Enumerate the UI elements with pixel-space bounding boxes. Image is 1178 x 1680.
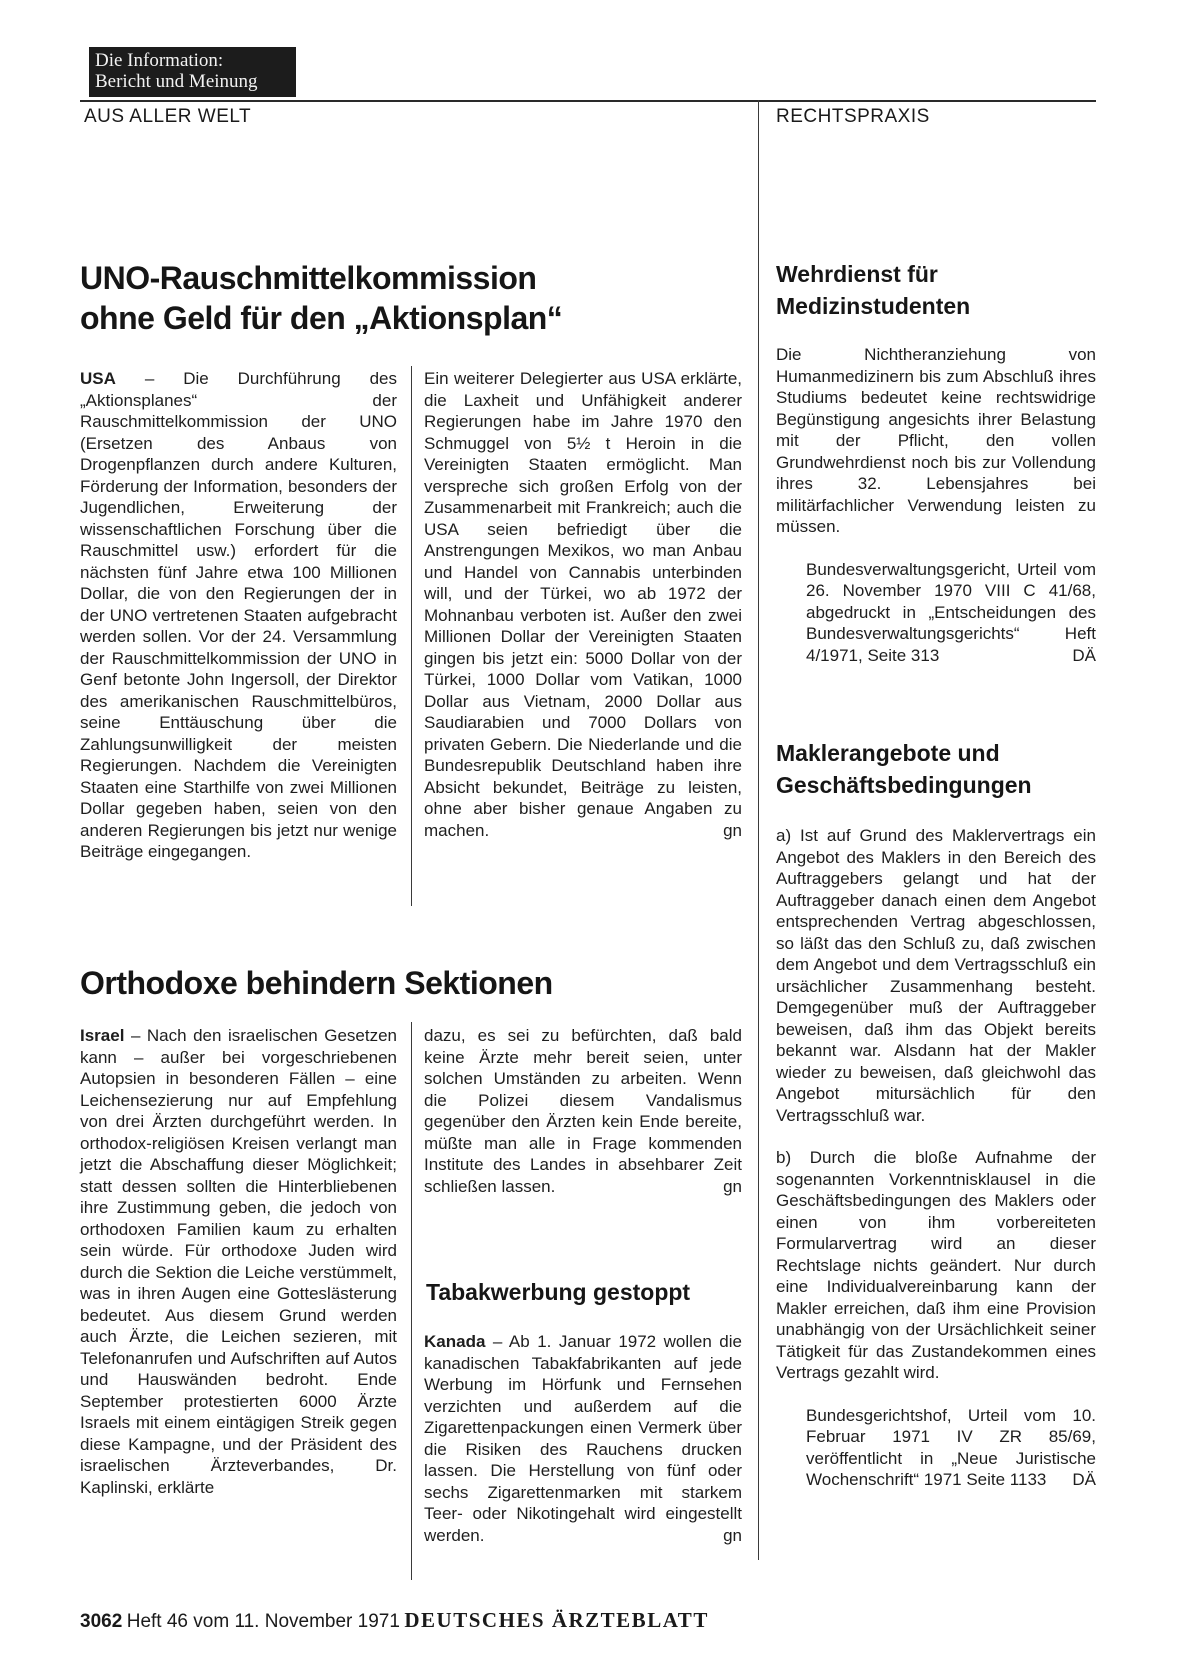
article-uno-col1-text: – Die Durchführung des „Aktionsplanes“ der Rauschmittelkommission der UNO (Ersetzen des Anbaus von Drogenpflanzen durch andere Kulturen, Förderung der Information, besonders der Jugendlichen, Erweiterung der wissenschaftlichen Forschung über die Rauschmittel usw.) erfordert für die nächsten fünf Jahre etwa 100 Millionen Dollar, die von den Regierungen der in der UNO vertretenen Staaten aufgebracht werden sollen. Vor der 24. Versammlung der Rauschmittelkommission der UNO in Genf betonte John Ingersoll, der Direktor des amerikanischen Rauschmittelbüros, seine Enttäuschung über die Zahlungsunwilligkeit der meisten Regierungen. Nachdem die Vereinigten Staaten eine Starthilfe von zwei Millionen Dollar gegeben haben, seien von den anderen Regierungen bis jetzt nur wenige Beiträge eingegangen.: [80, 369, 397, 861]
article-orthodox-column-2: [424, 1025, 742, 1197]
footer-page-number: 3062: [80, 1611, 123, 1632]
article-makler-title-line-2: Geschäftsbedingungen: [776, 772, 1032, 798]
article-makler-headline: [776, 737, 1096, 801]
article-uno-signature: gn: [723, 820, 742, 840]
article-makler-citation: Bundesgerichtshof, Urteil vom 10. Februar 1971 IV ZR 85/69, veröffentlicht in „Neue Juristische Wochenschrift“ 1971 Seite 1133: [806, 1405, 1096, 1489]
top-rule: [80, 100, 1096, 102]
article-wehrdienst-signature: DÄ: [1072, 645, 1096, 665]
article-uno-column-1: [80, 368, 397, 863]
page-footer: [80, 1608, 709, 1633]
section-label-left: AUS ALLER WELT: [84, 106, 252, 127]
article-tabak-signature: gn: [723, 1525, 742, 1545]
section-label-right: RECHTSPRAXIS: [776, 106, 930, 127]
article-orthodox-lead: Israel: [80, 1026, 125, 1045]
article-makler-body: [776, 825, 1096, 1491]
article-orthodox-col1-text: – Nach den israelischen Gesetzen kann – außer bei vorgeschriebenen Autopsien in besonderen Fällen – eine Leichensezierung nur auf Empfehlung von drei Ärzten durchgeführt werden. In orthodox-religiösen Kreisen verlangt man jetzt die Abschaffung dieser Möglichkeit; statt dessen sollten die Hinterbliebenen ihre Zustimmung geben, die jedoch von orthodoxen Familien kaum zu erhalten sein würde. Für orthodoxe Juden wird durch die Sektion die Leiche verstümmelt, was in ihren Augen eine Gotteslästerung bedeutet. Aus diesem Grund werden auch Ärzte, die Leichen sezieren, mit Telefonanrufen und Aufschriften auf Autos und Hauswänden bedroht. Ende September protestierten 6000 Ärzte Israels mit einem eintägigen Streik gegen diese Kampagne, und der Präsident des israelischen Ärzteverbandes, Dr. Kaplinski, erklärte: [80, 1026, 397, 1497]
article-tabak-text: – Ab 1. Januar 1972 wollen die kanadischen Tabakfabrikanten auf jede Werbung im Hörfunk und Fernsehen verzichten und außerdem auf die Zigarettenpackungen einen Vermerk über die Risiken des Rauchens drucken lassen. Die Herstellung von fünf oder sechs Zigarettenmarken mit starkem Teer- oder Nikotingehalt wird eingestellt werden.: [424, 1332, 742, 1545]
article-wehrdienst-title-line-2: Medizinstudenten: [776, 293, 971, 319]
article-orthodox-signature: gn: [723, 1176, 742, 1196]
article-makler-title-line-1: Maklerangebote und: [776, 740, 1000, 766]
article-makler-signature: DÄ: [1072, 1470, 1096, 1489]
badge-line-1: Die Information:: [95, 50, 224, 71]
article-orthodox-column-rule: [411, 1022, 412, 1580]
right-column-divider: [758, 100, 759, 1560]
article-makler-paragraph-b: b) Durch die bloße Aufnahme der sogenannten Vorkenntnisklausel in die Geschäftsbedingungen des Maklers oder einen von ihm vorbereiteten Formularvertrag wird an dieser Rechtslage nichts geändert. Nur durch eine Individualvereinbarung kann der Makler erreichen, daß ihm eine Provision unabhängig von der Ursächlichkeit seiner Tätigkeit für das Zustandekommen eines Vertrags gezahlt wird.: [776, 1148, 1096, 1382]
article-orthodox-column-1: [80, 1025, 397, 1498]
article-wehrdienst-headline: [776, 258, 1096, 322]
article-uno-column-2: [424, 368, 742, 841]
footer-brand: DEUTSCHES ÄRZTEBLATT: [404, 1608, 709, 1632]
article-uno-column-rule: [411, 366, 412, 906]
article-uno-lead: USA: [80, 369, 116, 388]
article-uno-col2-text: Ein weiterer Delegierter aus USA erklärte, die Laxheit und Unfähigkeit anderer Regierungen habe im Jahre 1970 den Schmuggel von 5½ t Heroin in die Vereinigten Staaten ermöglicht. Man verspreche sich großen Erfolg von der Zusammenarbeit mit Frankreich; auch die USA seien befriedigt über die Anstrengungen Mexikos, wo man Anbau und Handel von Cannabis unterbinden will, und der Türkei, wo ab 1972 der Mohnanbau verboten ist. Außer den zwei Millionen Dollar der Vereinigten Staaten gingen bis jetzt ein: 5000 Dollar von der Türkei, 1000 Dollar vom Vatikan, 1000 Dollar aus Vietnam, 2000 Dollar aus Saudiarabien und 7000 Dollars von privaten Gebern. Die Niederlande und die Bundesrepublik Deutschland haben ihre Absicht bekundet, Beiträge zu leisten, ohne aber bisher genaue Angaben zu machen.: [424, 369, 742, 840]
badge-line-2: Bericht und Meinung: [95, 71, 258, 92]
article-wehrdienst-text: Die Nichtheranziehung von Humanmedizinern bis zum Abschluß ihres Studiums bedeutet keine rechtswidrige Begünstigung angesichts ihrer Belastung mit der Pflicht, den vollen Grundwehrdienst noch bis zur Vollendung ihres 32. Lebensjahres bei militärfachlicher Verwendung leisten zu müssen.: [776, 345, 1096, 536]
article-wehrdienst-body: [776, 344, 1096, 666]
article-orthodox-col2-text: dazu, es sei zu befürchten, daß bald keine Ärzte mehr bereit seien, unter solchen Umständen zu arbeiten. Wenn die Polizei diesem Vandalismus gegenüber den Ärzten kein Ende bereite, müßte man alle in Frage kommenden Institute des Landes in absehbarer Zeit schließen lassen.: [424, 1026, 742, 1196]
article-tabak-lead: Kanada: [424, 1332, 486, 1351]
article-orthodox-headline: Orthodoxe behindern Sektionen: [80, 965, 553, 1001]
article-wehrdienst-citation: Bundesverwaltungsgericht, Urteil vom 26. November 1970 VIII C 41/68, abgedruckt in „Entscheidungen des Bundesverwaltungsgerichts“ Heft 4/1971, Seite 313: [806, 559, 1096, 665]
article-uno-headline: [80, 258, 740, 338]
article-tabak-body: [424, 1331, 742, 1546]
article-tabak-headline: Tabakwerbung gestoppt: [426, 1279, 691, 1305]
footer-issue: Heft 46 vom 11. November 1971: [126, 1611, 400, 1632]
header-badge: [89, 47, 296, 97]
article-uno-title-line-2: ohne Geld für den „Aktionsplan“: [80, 300, 563, 336]
article-wehrdienst-title-line-1: Wehrdienst für: [776, 261, 938, 287]
article-uno-title-line-1: UNO-Rauschmittelkommission: [80, 260, 537, 296]
article-makler-paragraph-a: a) Ist auf Grund des Maklervertrags ein Angebot des Maklers in den Bereich des Auftraggebers gelangt und hat der Auftraggeber danach einen dem Angebot entsprechenden Vertrag abgeschlossen, so läßt das den Schluß zu, daß zwischen dem Angebot und dem Vertragsschluß ein ursächlicher Zusammenhang besteht. Demgegenüber muß der Auftraggeber beweisen, daß ihm das Objekt bereits bekannt war. Alsdann hat der Makler wieder zu beweisen, daß gleichwohl das Angebot mitursächlich für den Vertragsschluß war.: [776, 826, 1096, 1125]
